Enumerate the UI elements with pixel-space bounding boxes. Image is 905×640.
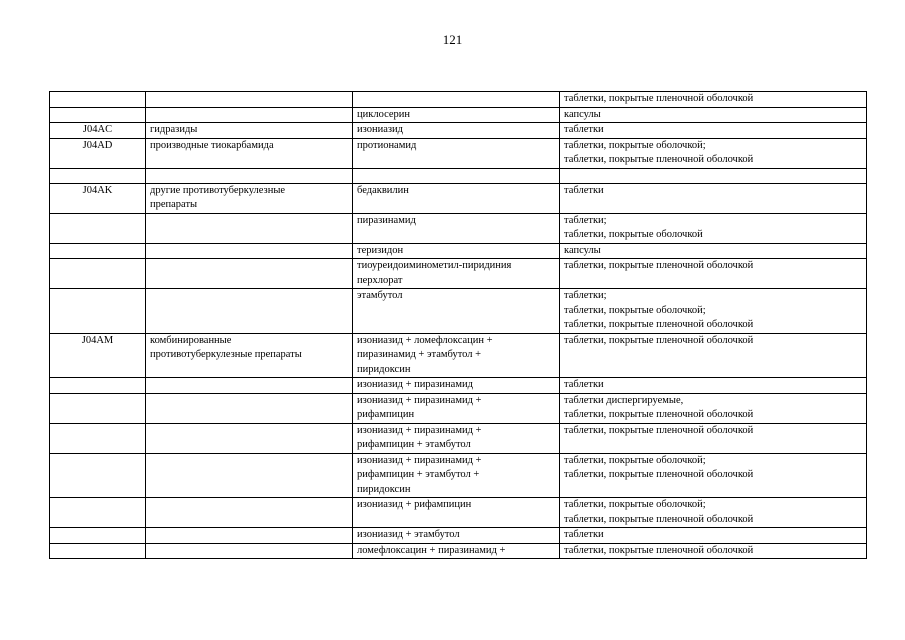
dosage-form-cell: таблетки <box>560 528 867 544</box>
group-cell <box>146 289 353 334</box>
table-row <box>50 333 867 378</box>
atc-code-cell <box>50 289 146 334</box>
group-cell <box>146 453 353 498</box>
drug-name-cell <box>353 92 560 108</box>
table-row <box>50 138 867 168</box>
drug-table <box>49 91 867 559</box>
group-cell: комбинированные противотуберкулезные препараты <box>146 333 353 378</box>
dosage-form-cell: таблетки, покрытые оболочкой; таблетки, покрытые пленочной оболочкой <box>560 498 867 528</box>
group-cell: другие противотуберкулезные препараты <box>146 183 353 213</box>
dosage-form-cell: таблетки, покрытые оболочкой; таблетки, покрытые пленочной оболочкой <box>560 453 867 498</box>
dosage-form-cell: таблетки, покрытые пленочной оболочкой <box>560 423 867 453</box>
drug-name-cell: протионамид <box>353 138 560 168</box>
group-cell <box>146 378 353 394</box>
group-cell <box>146 168 353 183</box>
group-cell <box>146 423 353 453</box>
atc-code-cell: J04AM <box>50 333 146 378</box>
table-row <box>50 183 867 213</box>
atc-code-cell <box>50 378 146 394</box>
dosage-form-cell: капсулы <box>560 107 867 123</box>
table-row <box>50 498 867 528</box>
drug-name-cell: тиоуреидоиминометил-пиридиния перхлорат <box>353 259 560 289</box>
group-cell: гидразиды <box>146 123 353 139</box>
drug-name-cell: теризидон <box>353 243 560 259</box>
dosage-form-cell: таблетки, покрытые пленочной оболочкой <box>560 259 867 289</box>
atc-code-cell <box>50 453 146 498</box>
table-row <box>50 289 867 334</box>
table-row <box>50 528 867 544</box>
dosage-form-cell: таблетки, покрытые пленочной оболочкой <box>560 543 867 559</box>
atc-code-cell <box>50 423 146 453</box>
atc-code-cell <box>50 259 146 289</box>
group-cell <box>146 498 353 528</box>
group-cell <box>146 393 353 423</box>
drug-name-cell: изониазид + пиразинамид + рифампицин + этамбутол + пиридоксин <box>353 453 560 498</box>
dosage-form-cell: таблетки, покрытые пленочной оболочкой <box>560 92 867 108</box>
drug-table-body <box>50 92 867 559</box>
atc-code-cell: J04AK <box>50 183 146 213</box>
drug-name-cell: изониазид + пиразинамид + рифампицин + этамбутол <box>353 423 560 453</box>
atc-code-cell <box>50 168 146 183</box>
atc-code-cell <box>50 213 146 243</box>
atc-code-cell: J04AC <box>50 123 146 139</box>
group-cell <box>146 213 353 243</box>
group-cell <box>146 92 353 108</box>
drug-name-cell: пиразинамид <box>353 213 560 243</box>
dosage-form-cell: таблетки диспергируемые, таблетки, покрытые пленочной оболочкой <box>560 393 867 423</box>
table-row <box>50 453 867 498</box>
atc-code-cell: J04AD <box>50 138 146 168</box>
atc-code-cell <box>50 393 146 423</box>
table-row <box>50 123 867 139</box>
atc-code-cell <box>50 543 146 559</box>
table-row <box>50 259 867 289</box>
drug-name-cell: изониазид + пиразинамид <box>353 378 560 394</box>
drug-name-cell: ломефлоксацин + пиразинамид + <box>353 543 560 559</box>
atc-code-cell <box>50 498 146 528</box>
group-cell: производные тиокарбамида <box>146 138 353 168</box>
drug-name-cell: изониазид + этамбутол <box>353 528 560 544</box>
dosage-form-cell: таблетки <box>560 378 867 394</box>
table-row <box>50 378 867 394</box>
dosage-form-cell: таблетки; таблетки, покрытые оболочкой; таблетки, покрытые пленочной оболочкой <box>560 289 867 334</box>
drug-name-cell: изониазид + рифампицин <box>353 498 560 528</box>
dosage-form-cell <box>560 168 867 183</box>
table-row <box>50 243 867 259</box>
group-cell <box>146 243 353 259</box>
group-cell <box>146 543 353 559</box>
page-number: 121 <box>442 32 463 47</box>
table-row <box>50 423 867 453</box>
table-row <box>50 92 867 108</box>
drug-name-cell: изониазид + пиразинамид + рифампицин <box>353 393 560 423</box>
dosage-form-cell: капсулы <box>560 243 867 259</box>
table-row <box>50 213 867 243</box>
atc-code-cell <box>50 528 146 544</box>
table-row <box>50 393 867 423</box>
dosage-form-cell: таблетки, покрытые пленочной оболочкой <box>560 333 867 378</box>
table-row <box>50 543 867 559</box>
dosage-form-cell: таблетки <box>560 123 867 139</box>
atc-code-cell <box>50 92 146 108</box>
drug-name-cell: бедаквилин <box>353 183 560 213</box>
drug-name-cell: циклосерин <box>353 107 560 123</box>
group-cell <box>146 107 353 123</box>
table-row <box>50 107 867 123</box>
dosage-form-cell: таблетки; таблетки, покрытые оболочкой <box>560 213 867 243</box>
dosage-form-cell: таблетки, покрытые оболочкой; таблетки, покрытые пленочной оболочкой <box>560 138 867 168</box>
atc-code-cell <box>50 107 146 123</box>
table-row <box>50 168 867 183</box>
dosage-form-cell: таблетки <box>560 183 867 213</box>
atc-code-cell <box>50 243 146 259</box>
drug-name-cell: изониазид <box>353 123 560 139</box>
group-cell <box>146 259 353 289</box>
drug-name-cell: этамбутол <box>353 289 560 334</box>
drug-name-cell <box>353 168 560 183</box>
drug-name-cell: изониазид + ломефлоксацин + пиразинамид + этамбутол + пиридоксин <box>353 333 560 378</box>
group-cell <box>146 528 353 544</box>
